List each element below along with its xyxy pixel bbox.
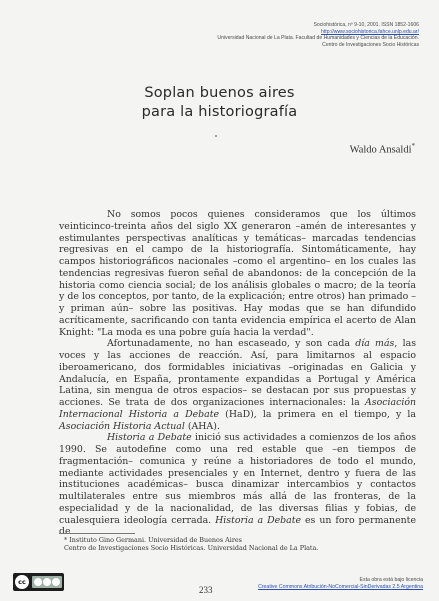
paragraph-2-text-c: (HaD), la primera en el tiempo, y la bbox=[219, 408, 416, 420]
paragraph-3-emphasis-2: Historia a Debate bbox=[215, 514, 302, 526]
license-notice bbox=[213, 577, 423, 590]
attribution-icon bbox=[34, 578, 42, 586]
footnote-2: Centro de Investigaciones Socio Históricas. Universidad Nacional de La Plata. bbox=[64, 544, 319, 553]
footnote-1: * Instituto Gino Germani. Universidad de Buenos Aires bbox=[64, 536, 242, 544]
research-center-line: Centro de Investigaciones Socio Históricas bbox=[322, 41, 419, 48]
paragraph-3-text-b: es un foro permanente de bbox=[59, 514, 416, 538]
paragraph-3 bbox=[59, 432, 416, 538]
creative-commons-badge[interactable] bbox=[13, 573, 64, 591]
paragraph-3-text-a: inició sus actividades a comienzos de los años 1990. Se autodefine como una red estable que –en tiempos de fragmentación– comunica y reúne a historiadores de todo el mundo, mediante actividades presenciales y en Internet, dentro y fuera de las instituciones académicas– busca dinamizar intercambios y contactos multilaterales entre sus miembros más allá de las fronteras, de la especialidad y de la nacionalidad, de las diversas filias y fobias, de cualesquiera ideología cerrada. bbox=[59, 432, 416, 526]
author-footnote-mark: * bbox=[411, 142, 415, 150]
journal-header bbox=[99, 22, 419, 48]
author-name-text: Waldo Ansaldi bbox=[349, 144, 412, 156]
license-link[interactable]: Creative Commons Atribución-NoComercial-SinDerivadas 2.5 Argentina bbox=[258, 583, 423, 590]
journal-url-link[interactable]: http://www.sociohistorica.fahce.unlp.edu.ar/ bbox=[321, 28, 419, 35]
footnote-divider bbox=[59, 533, 135, 534]
institution-line: Universidad Nacional de La Plata. Facultad de Humanidades y Ciencias de la Educación. bbox=[217, 35, 419, 42]
article-body bbox=[59, 209, 416, 538]
paragraph-2 bbox=[59, 338, 416, 432]
separator-dot bbox=[215, 135, 217, 137]
title-line-2: para la historiografía bbox=[141, 104, 298, 120]
noncommercial-icon bbox=[43, 578, 51, 586]
journal-citation: Sociohistórica, nº 9-10, 2001. ISSN 1852-1606 bbox=[313, 22, 419, 28]
article-title bbox=[0, 84, 439, 122]
had-association-name: Asociación Internacional Historia a Debate bbox=[59, 397, 416, 420]
paragraph-2-text-b: , las voces y las acciones de reacción. Así, para limitarnos al espacio iberoamericano, dos formidables iniciativas –originadas en Galicia y Andalucía, en España, prontamente expandidas a Portugal y América Latina, sin mengua de otros espacios– se destacan por sus propuestas y acciones. Se trata de dos organizaciones internacionales: la bbox=[59, 338, 417, 408]
author-name bbox=[350, 142, 415, 156]
license-text: Esta obra está bajo licencia bbox=[359, 577, 423, 583]
noderivatives-icon bbox=[52, 578, 60, 586]
cc-logo-icon: cc bbox=[15, 575, 29, 589]
paragraph-3-emphasis: Historia a Debate bbox=[107, 432, 192, 444]
page-number: 233 bbox=[199, 585, 213, 595]
footnotes bbox=[64, 536, 416, 553]
paragraph-1: No somos pocos quienes consideramos que los últimos veinticinco-treinta años del siglo XX generaron –amén de interesantes y estimulantes perspectivas analíticas y temáticas– marcadas tendencias regresivas en el campo de la historiografía. Sintomáticamente, hay campos historiográficos nacionales –como el argentino– en los cuales las tendencias regresivas fueron señal de abandonos: de la concepción de la historia como ciencia social; de los análisis globales o macro; de la teoría y de los conceptos, por tanto, de la explicación; entre otros) han primado –y priman aún– sobre las positivas. Hay modas que se han difundido acríticamente, sacrificando con tanta evidencia empírica el acerto de Alan Knight: "La moda es una pobre guía hacia la verdad". bbox=[59, 209, 416, 338]
paragraph-2-emphasis: día más bbox=[355, 338, 395, 350]
aha-association-name: Asociación Historia Actual bbox=[59, 420, 185, 432]
paragraph-2-text-a: Afortunadamente, no han escaseado, y son cada bbox=[107, 338, 356, 350]
paragraph-2-text-d: (AHA). bbox=[184, 420, 220, 432]
title-line-1: Soplan buenos aires bbox=[144, 85, 295, 101]
license-conditions-icon bbox=[32, 576, 62, 588]
